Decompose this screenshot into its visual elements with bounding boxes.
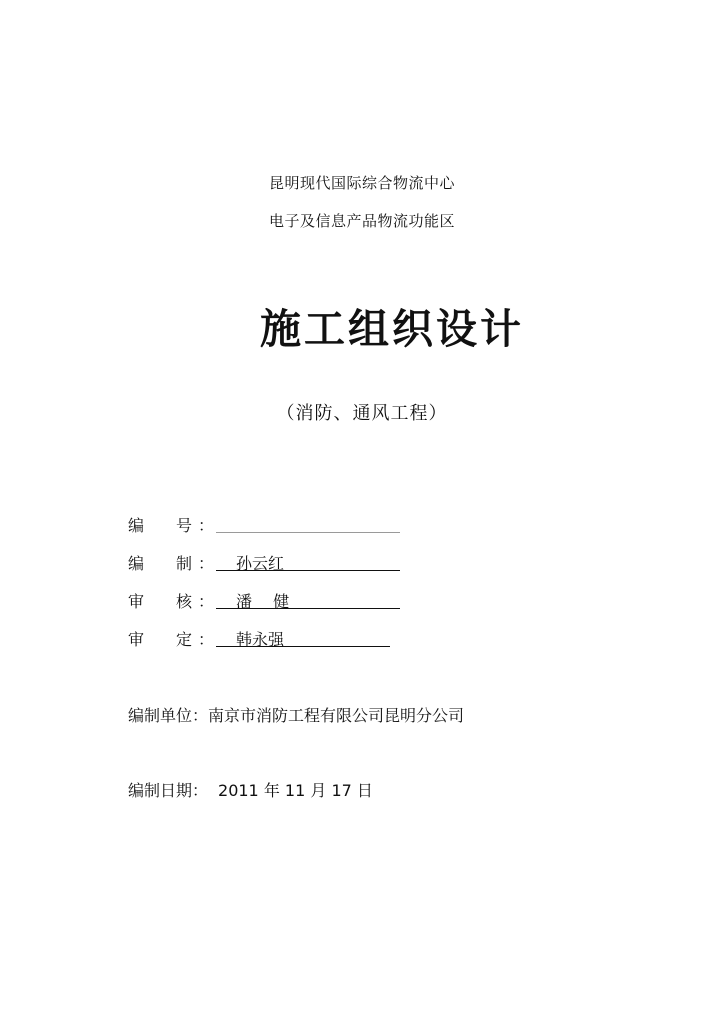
field-approved-by-colon: ： — [198, 630, 215, 649]
field-number-label-a: 编 — [128, 516, 145, 535]
organization-line — [128, 703, 464, 726]
field-approved-by-value: 韩永强 — [236, 630, 285, 649]
field-compiled-by-value-line — [216, 551, 400, 571]
organization-value: 南京市消防工程有限公司昆明分公司 — [208, 706, 465, 725]
project-name-line-1: 昆明现代国际综合物流中心 — [268, 174, 455, 192]
date-line — [128, 778, 373, 801]
project-name-line-2: 电子及信息产品物流功能区 — [268, 212, 455, 230]
field-reviewed-by-colon: ： — [198, 592, 215, 611]
field-reviewed-by-value-line — [216, 589, 400, 609]
field-compiled-by-label-b: 制 — [176, 554, 193, 573]
field-approved-by-label-a: 审 — [128, 630, 145, 649]
date-label: 编制日期： — [128, 781, 209, 800]
field-approved-by-value-line — [216, 627, 390, 647]
field-number-label-b: 号 — [176, 516, 193, 535]
field-compiled-by-colon: ： — [198, 554, 215, 573]
field-number-value-line — [216, 513, 400, 533]
field-compiled-by-value: 孙云红 — [236, 554, 285, 573]
field-compiled-by-label-a: 编 — [128, 554, 145, 573]
organization-label: 编制单位： — [128, 706, 209, 725]
field-approved-by-label-b: 定 — [176, 630, 193, 649]
field-reviewed-by-value: 潘 健 — [236, 592, 290, 611]
document-scope: （消防、通风工程） — [276, 403, 448, 424]
field-reviewed-by-label-a: 审 — [128, 592, 145, 611]
date-value: 2011 年 11 月 17 日 — [218, 781, 373, 800]
document-title: 施工组织设计 — [260, 305, 524, 353]
field-reviewed-by-label-b: 核 — [176, 592, 193, 611]
field-number-colon: ： — [198, 516, 215, 535]
